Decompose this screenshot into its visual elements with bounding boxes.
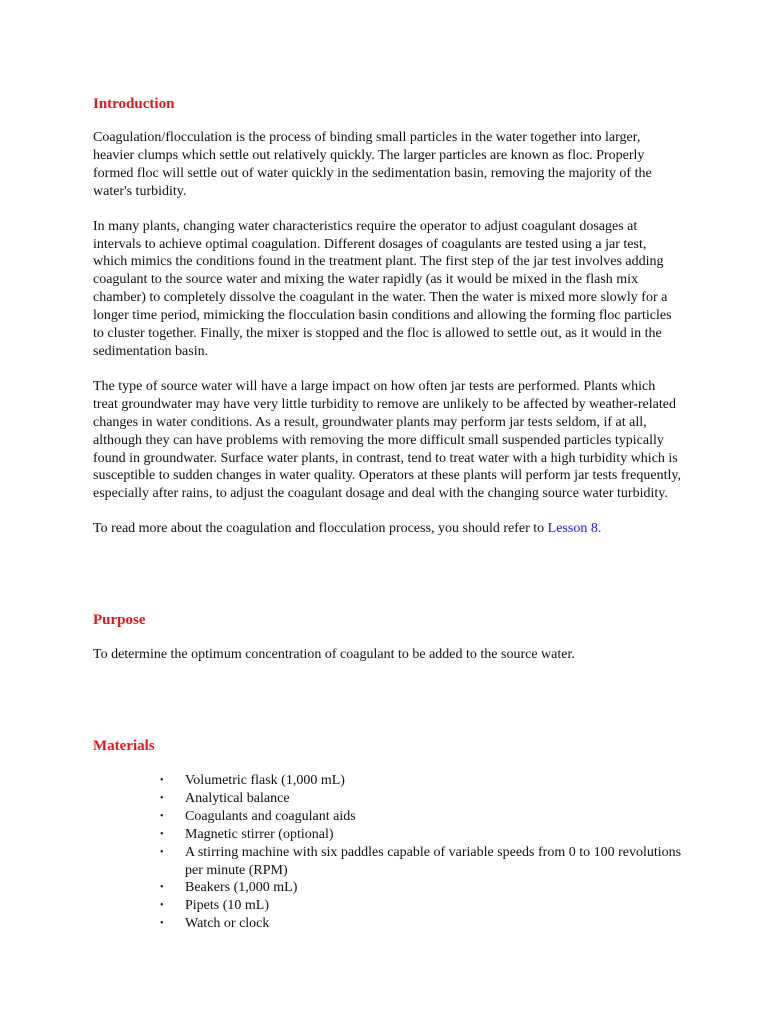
purpose-text: To determine the optimum concentration of coagulant to be added to the source water. <box>93 647 575 663</box>
list-item <box>160 844 683 880</box>
intro-paragraph-3: The type of source water will have a large impact on how often jar tests are performed. Plants which treat groundwater may have very little turbidity to remove are unlikely to be affected by weather-related changes in water conditions. As a result, groundwater plants may perform jar tests seldom, if at all, although they can have problems with removing the more difficult small suspended particles typically found in groundwater. Surface water plants, in contrast, tend to treat water with a high turbidity which is susceptible to sudden changes in water quality. Operators at these plants will perform jar tests frequently, especially after rains, to adjust the coagulant dosage and deal with the changing source water turbidity. <box>93 378 681 502</box>
document-page <box>93 92 683 933</box>
material-label: Volumetric flask (1,000 mL) <box>185 773 345 789</box>
bullet-icon: • <box>160 792 164 804</box>
list-item <box>160 826 683 844</box>
material-label: Watch or clock <box>185 916 270 932</box>
list-item <box>160 897 683 915</box>
list-item <box>160 772 683 790</box>
list-item <box>160 790 683 808</box>
bullet-icon: • <box>160 828 164 840</box>
material-label: A stirring machine with six paddles capable of variable speeds from 0 to 100 revolutions per minute (RPM) <box>185 844 682 878</box>
list-item <box>160 879 683 897</box>
bullet-icon: • <box>160 882 164 894</box>
bullet-icon: • <box>160 918 164 930</box>
material-label: Magnetic stirrer (optional) <box>185 826 334 842</box>
bullet-icon: • <box>160 775 164 787</box>
lesson-8-link[interactable]: Lesson 8. <box>547 521 602 537</box>
read-more-paragraph <box>93 520 683 538</box>
list-item <box>160 808 683 826</box>
introduction-heading: Introduction <box>93 96 175 112</box>
material-label: Beakers (1,000 mL) <box>185 880 298 896</box>
material-label: Analytical balance <box>185 790 290 806</box>
list-item <box>160 915 683 933</box>
intro-paragraph-1: Coagulation/flocculation is the process of binding small particles in the water together into larger, heavier clumps which settle out relatively quickly. The larger particles are known as floc. Properly formed floc will settle out of water quickly in the sedimentation basin, removing the majority of the water's turbidity. <box>93 130 652 199</box>
material-label: Pipets (10 mL) <box>185 898 269 914</box>
material-label: Coagulants and coagulant aids <box>185 808 356 824</box>
bullet-icon: • <box>160 846 164 858</box>
materials-heading: Materials <box>93 738 155 755</box>
bullet-icon: • <box>160 810 164 822</box>
materials-list <box>93 772 683 933</box>
purpose-heading: Purpose <box>93 612 146 629</box>
intro-paragraph-2: In many plants, changing water characteristics require the operator to adjust coagulant dosages at intervals to achieve optimal coagulation. Different dosages of coagulants are tested using a jar test, which mimics the conditions found in the treatment plant. The first step of the jar test involves adding coagulant to the source water and mixing the water rapidly (as it would be mixed in the flash mix chamber) to completely dissolve the coagulant in the water. Then the water is mixed more slowly for a longer time period, mimicking the flocculation basin conditions and allowing the forming floc particles to cluster together. Finally, the mixer is stopped and the floc is allowed to settle out, as it would in the sedimentation basin. <box>93 218 672 359</box>
read-more-text: To read more about the coagulation and flocculation process, you should refer to <box>93 521 548 537</box>
bullet-icon: • <box>160 900 164 912</box>
